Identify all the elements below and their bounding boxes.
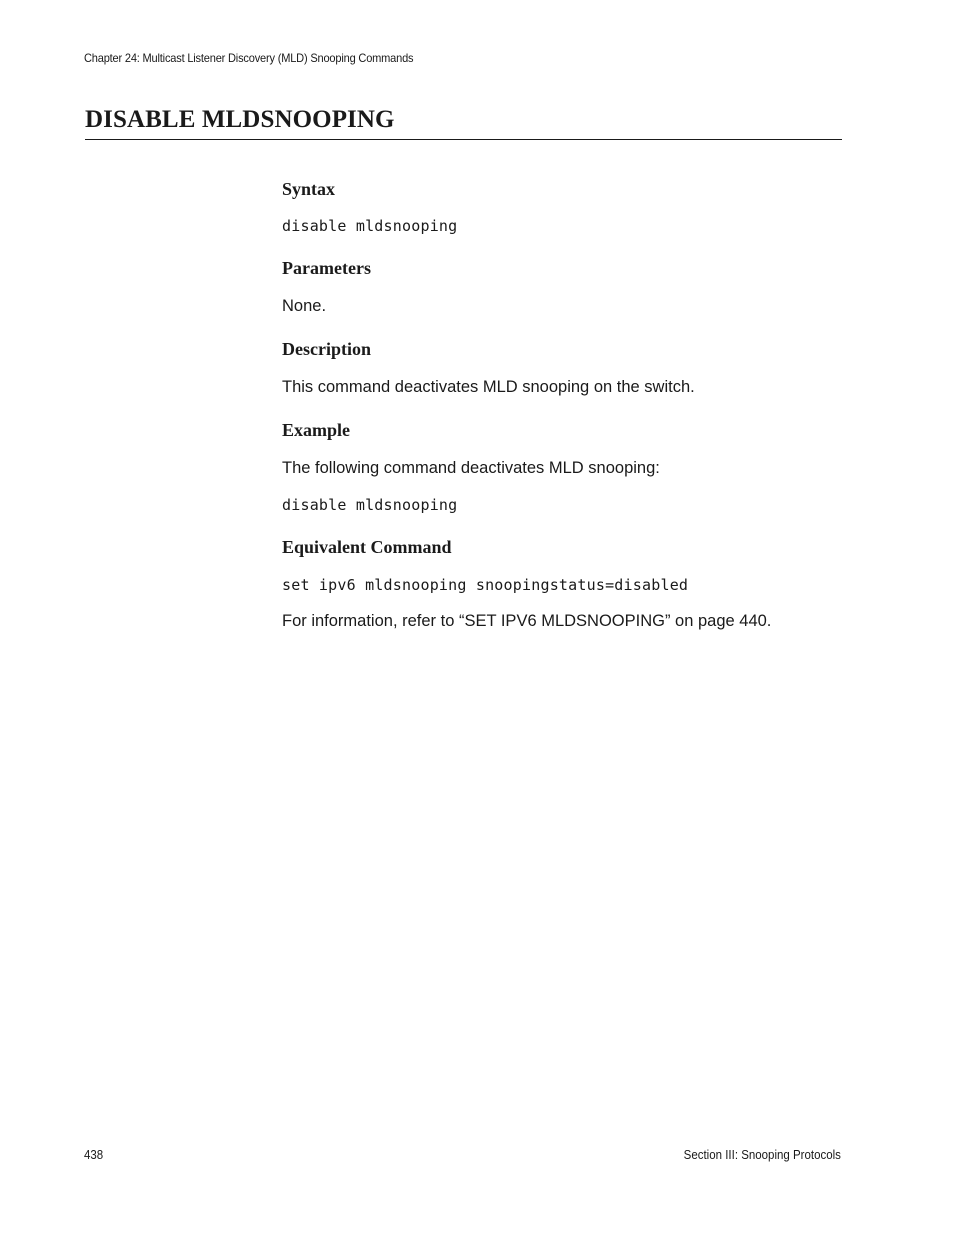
equivalent-command-heading: Equivalent Command [282,537,452,557]
title-rule [85,139,842,140]
page-title: DISABLE MLDSNOOPING [85,106,395,133]
description-text: This command deactivates MLD snooping on the switch. [282,378,695,396]
example-heading: Example [282,420,351,440]
cross-reference-text: For information, refer to “SET IPV6 MLDSNOOPING” on page 440. [282,612,772,630]
example-code: disable mldsnooping [282,496,458,514]
parameters-heading: Parameters [282,258,371,278]
parameters-text: None. [282,297,327,315]
running-header: Chapter 24: Multicast Listener Discovery (MLD) Snooping Commands [84,51,414,65]
description-heading: Description [282,339,371,359]
example-text: The following command deactivates MLD snooping: [282,459,660,477]
syntax-code: disable mldsnooping [282,217,458,235]
footer-section: Section III: Snooping Protocols [683,1148,841,1162]
page-number: 438 [84,1148,104,1162]
equivalent-command-code: set ipv6 mldsnooping snoopingstatus=disabled [282,576,689,594]
syntax-heading: Syntax [282,179,336,199]
